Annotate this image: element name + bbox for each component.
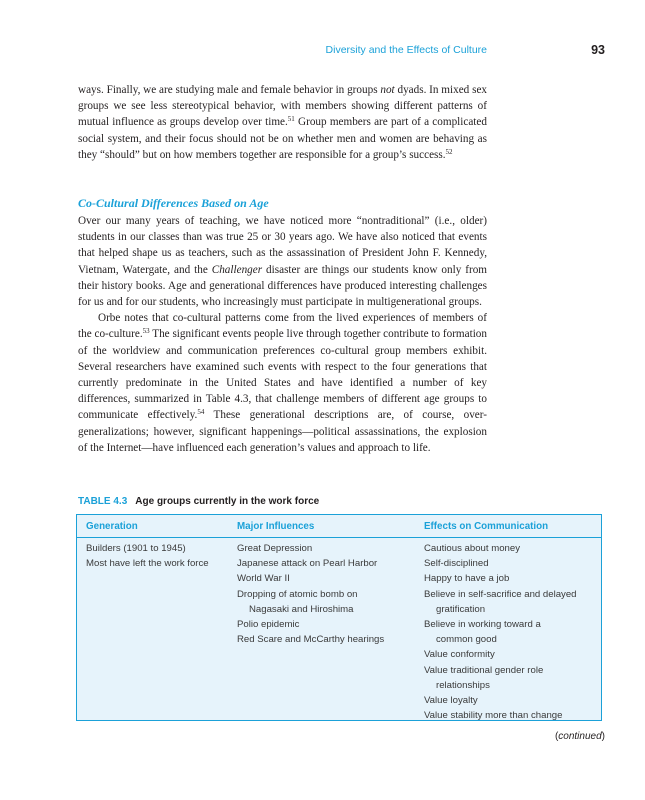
table-cell	[424, 556, 600, 571]
footnote-ref-51: 51	[287, 115, 295, 124]
table-cell	[237, 556, 384, 571]
table-cell	[424, 693, 600, 708]
table-cell	[424, 708, 600, 723]
running-title: Diversity and the Effects of Culture	[325, 44, 487, 56]
cell-text: Polio epidemic	[237, 619, 300, 631]
column-header-influences: Major Influences	[237, 521, 315, 532]
cell-text: Value conformity	[424, 649, 495, 661]
running-head	[0, 44, 645, 60]
table-label: TABLE 4.3	[78, 496, 128, 507]
cell-text-continued: relationships	[436, 679, 490, 691]
cell-text: World War II	[237, 573, 290, 585]
emphasis: not	[380, 84, 395, 96]
cell-text-continued: common good	[436, 634, 497, 646]
column-header-effects: Effects on Communication	[424, 521, 549, 532]
continued-note: (continued)	[554, 731, 605, 742]
influences-column	[237, 541, 384, 647]
text-run: dyads. In mixed sex groups we see less stereotypical behavior, with members showing different patterns of mutual influence as groups develop over time.	[78, 84, 487, 129]
footnote-ref-54: 54	[197, 408, 205, 417]
cell-text: Dropping of atomic bomb on	[237, 588, 358, 600]
cell-text: Believe in working toward a	[424, 619, 541, 631]
cell-text: Red Scare and McCarthy hearings	[237, 634, 385, 646]
table-cell	[237, 587, 384, 617]
table-cell: Most have left the work force	[86, 558, 209, 570]
table-header-row	[77, 515, 601, 538]
text-run: Orbe notes that co-cultural patterns come from the lived experiences of members of the co-culture.	[78, 312, 487, 341]
body-paragraph-1	[78, 82, 487, 163]
cell-text: Self-disciplined	[424, 558, 489, 570]
text-run: disaster are things our students know only from their history books. Age and generational differences have produced interesting challenges for us and for our students, who increasingly must participate in multigenerational groups.	[78, 263, 488, 309]
text-run: ways. Finally, we are studying male and female behavior in groups	[78, 84, 381, 96]
effects-column	[424, 541, 600, 723]
footnote-ref-52: 52	[445, 147, 453, 156]
body-section	[78, 213, 487, 456]
cell-text: Cautious about money	[424, 543, 520, 554]
table-cell	[424, 647, 600, 662]
footnote-ref-53: 53	[142, 327, 150, 336]
table-cell	[237, 541, 384, 556]
body-paragraph-2	[78, 213, 487, 310]
generation-column	[86, 541, 209, 571]
table-cell: Builders (1901 to 1945)	[86, 543, 186, 554]
cell-text: Believe in self-sacrifice and delayed	[424, 588, 577, 600]
table-cell	[424, 541, 600, 556]
age-groups-table	[76, 514, 602, 721]
table-cell	[237, 617, 384, 632]
cell-text: Value stability more than change	[424, 710, 563, 722]
table-cell	[424, 587, 600, 617]
table-caption	[78, 496, 319, 507]
text-run: These generational descriptions are, of course, over-generalizations; however, significant happenings—political assassinations, the explosion of the Internet—have influenced each generation’s values and approach to life.	[78, 409, 487, 454]
cell-text-continued: Nagasaki and Hiroshima	[249, 603, 354, 615]
section-heading: Co-Cultural Differences Based on Age	[78, 196, 269, 210]
text-run: Group members are part of a complicated social system, and their focus should not be on whether men and women are behaving as they “should” but on how members together are responsible for a group’s success.	[78, 116, 487, 161]
body-paragraph-3	[78, 310, 487, 456]
text-run: Over our many years of teaching, we have noticed more “nontraditional” (i.e., older) students in our classes than was true 25 or 30 years ago. We have also noticed that events that helped shape us as teachers, such as the assassination of President John F. Kennedy, Vietnam, Watergate, and the	[78, 215, 487, 276]
table-cell	[237, 571, 384, 586]
table-cell	[237, 632, 384, 647]
cell-text: Value traditional gender role	[424, 664, 544, 676]
cell-text: Great Depression	[237, 543, 313, 554]
cell-text: Value loyalty	[424, 695, 478, 707]
cell-text: Japanese attack on Pearl Harbor	[237, 558, 378, 570]
table-cell	[424, 617, 600, 647]
text-run: The significant events people live through together contribute to formation of the worldview and communication preferences co-cultural group members exhibit. Several researchers have examined such events with respect to the four generations that currently predominate in the United States and have identified a number of key differences, summarized in Table 4.3, that challenge members of different age groups to communicate effectively.	[78, 328, 487, 422]
table-cell	[424, 663, 600, 693]
cell-text: Happy to have a job	[424, 573, 510, 585]
table-title: Age groups currently in the work force	[135, 496, 320, 507]
cell-text-continued: gratification	[436, 603, 486, 615]
emphasis: Challenger	[211, 263, 263, 276]
continued-text: continued	[558, 731, 602, 742]
page-number: 93	[591, 43, 605, 57]
table-cell	[424, 571, 600, 586]
column-header-generation: Generation	[86, 521, 138, 532]
